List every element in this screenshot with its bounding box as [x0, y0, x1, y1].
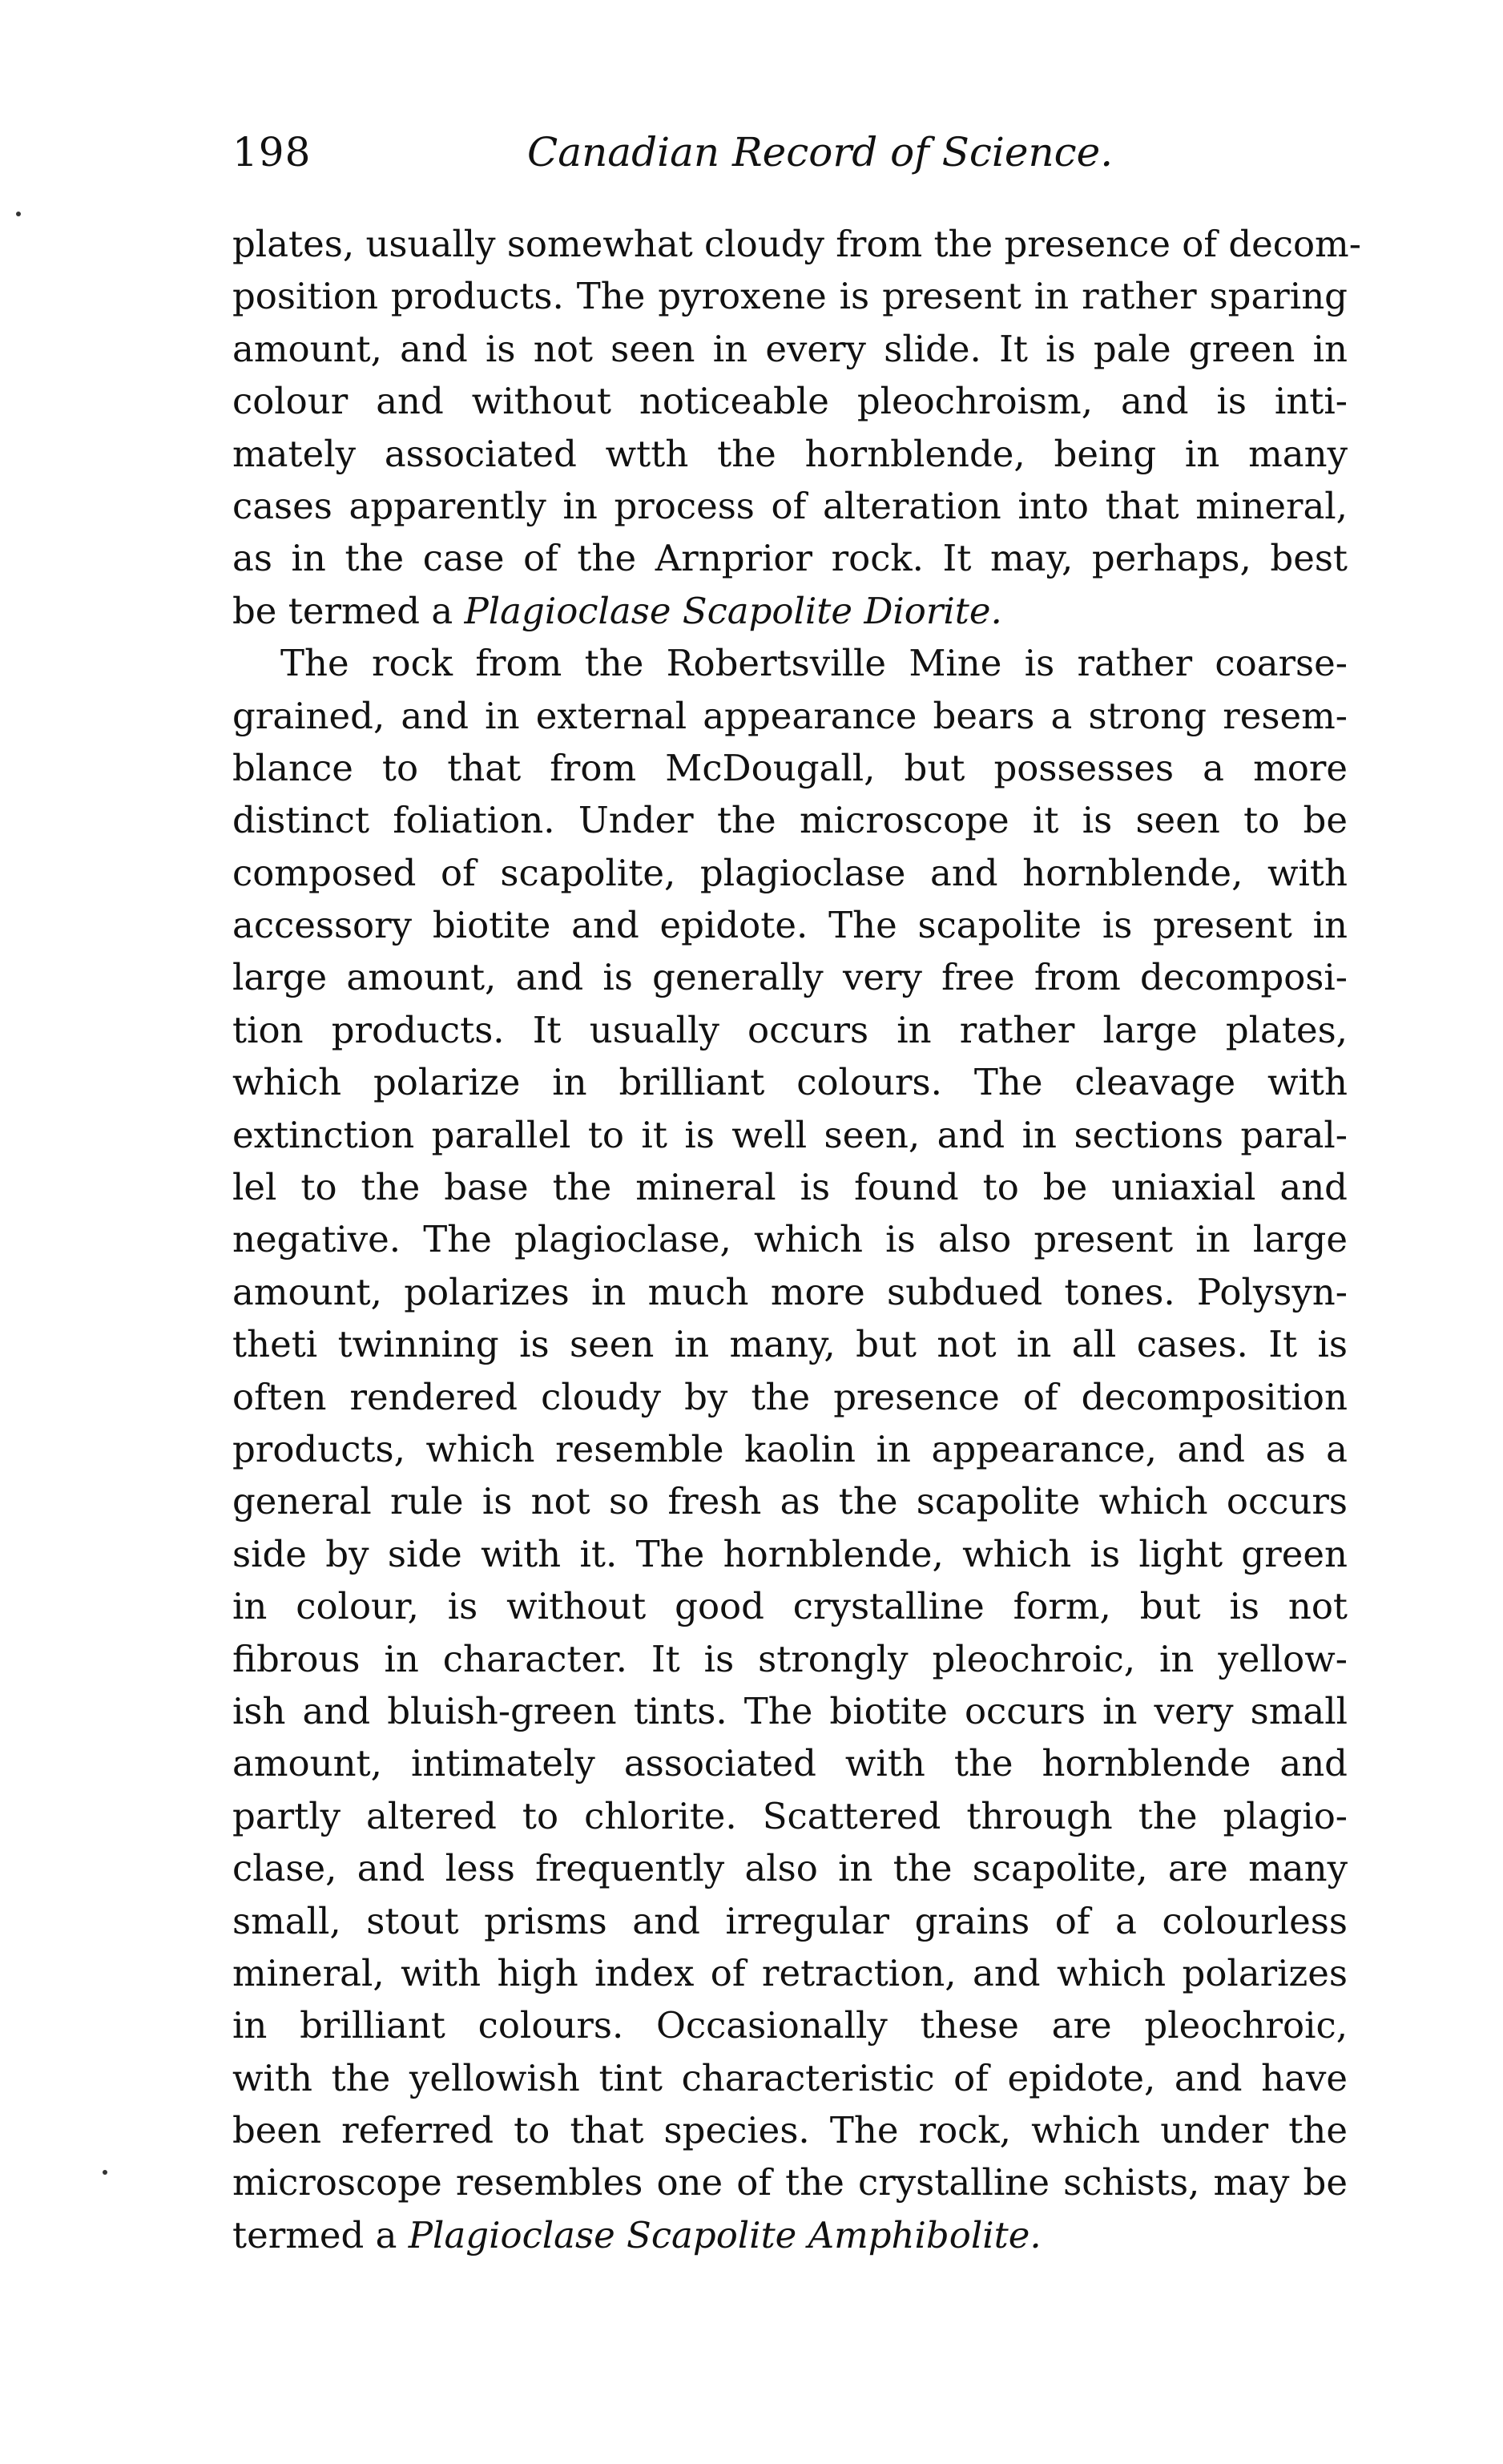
text-line: accessory biotite and epidote. The scapolite is present in: [232, 904, 1348, 947]
text-line: general rule is not so fresh as the scapolite which occurs: [232, 1480, 1348, 1523]
page-number: 198: [232, 129, 312, 175]
text-line: amount, and is not seen in every slide. It is pale green in: [232, 327, 1348, 370]
text-line: The rock from the Robertsville Mine is rather coarse-: [280, 642, 1348, 685]
text-line: distinct foliation. Under the microscope it is seen to be: [232, 799, 1348, 842]
text-line: small, stout prisms and irregular grains of a colourless: [232, 1899, 1348, 1942]
text-line: lel to the base the mineral is found to be uniaxial and: [232, 1166, 1348, 1209]
print-speck: [103, 2170, 107, 2175]
text-line: fibrous in character. It is strongly pleochroic, in yellow-: [232, 1637, 1348, 1680]
text-line: large amount, and is generally very free from decomposi-: [232, 956, 1348, 999]
text-line: negative. The plagioclase, which is also present in large: [232, 1218, 1348, 1261]
rock-name-italic: Plagioclase Scapolite Amphibolite.: [408, 2213, 1042, 2256]
text-line: amount, intimately associated with the hornblende and: [232, 1742, 1348, 1785]
text-line: colour and without noticeable pleochroism, and is inti-: [232, 380, 1348, 423]
text-line: in colour, is without good crystalline form, but is not: [232, 1585, 1348, 1628]
text-line: blance to that from McDougall, but possesses a more: [232, 746, 1348, 789]
text-line: in brilliant colours. Occasionally these are pleochroic,: [232, 2004, 1348, 2047]
text-line: mately associated wtth the hornblende, being in many: [232, 432, 1348, 475]
closing-line: [232, 585, 1348, 637]
text-line: been referred to that species. The rock, which under the: [232, 2109, 1348, 2152]
paragraph-1: [232, 218, 1361, 637]
text-line: as in the case of the Arnprior rock. It may, perhaps, best: [232, 537, 1348, 580]
text-line: partly altered to chlorite. Scattered through the plagio-: [232, 1794, 1348, 1837]
text-line: grained, and in external appearance bears a strong resem-: [232, 694, 1348, 737]
text-line: clase, and less frequently also in the scapolite, are many: [232, 1847, 1348, 1890]
closing-prefix: termed a: [232, 2213, 409, 2256]
body-text: [232, 218, 1361, 2261]
closing-prefix: be termed a: [232, 589, 465, 632]
text-line: composed of scapolite, plagioclase and hornblende, with: [232, 851, 1348, 894]
rock-name-italic: Plagioclase Scapolite Diorite.: [464, 589, 1002, 632]
text-line: ish and bluish-green tints. The biotite occurs in very small: [232, 1689, 1348, 1732]
running-header: [232, 128, 1354, 184]
text-line: mineral, with high index of retraction, and which polarizes: [232, 1951, 1348, 1994]
text-line: which polarize in brilliant colours. The cleavage with: [232, 1061, 1348, 1104]
text-line: extinction parallel to it is well seen, and in sections paral-: [232, 1113, 1348, 1156]
text-line: with the yellowish tint characteristic of epidote, and have: [232, 2056, 1348, 2099]
closing-line: [232, 2209, 1348, 2261]
text-line: position products. The pyroxene is present in rather sparing: [232, 275, 1348, 318]
text-line: side by side with it. The hornblende, which is light green: [232, 1532, 1348, 1575]
text-line: theti twinning is seen in many, but not in all cases. It is: [232, 1323, 1348, 1366]
text-line: often rendered cloudy by the presence of decomposition: [232, 1375, 1348, 1418]
text-line: cases apparently in process of alteration into that mineral,: [232, 484, 1348, 527]
print-speck: [16, 212, 21, 216]
text-line: plates, usually somewhat cloudy from the presence of decom-: [232, 223, 1361, 265]
paragraph-2: [232, 637, 1348, 2261]
text-line: products, which resemble kaolin in appearance, and as a: [232, 1427, 1348, 1470]
text-line: tion products. It usually occurs in rather large plates,: [232, 1008, 1348, 1051]
text-line: microscope resembles one of the crystalline schists, may be: [232, 2161, 1348, 2204]
text-line: amount, polarizes in much more subdued tones. Polysyn-: [232, 1270, 1348, 1313]
running-title: Canadian Record of Science.: [527, 129, 1114, 175]
